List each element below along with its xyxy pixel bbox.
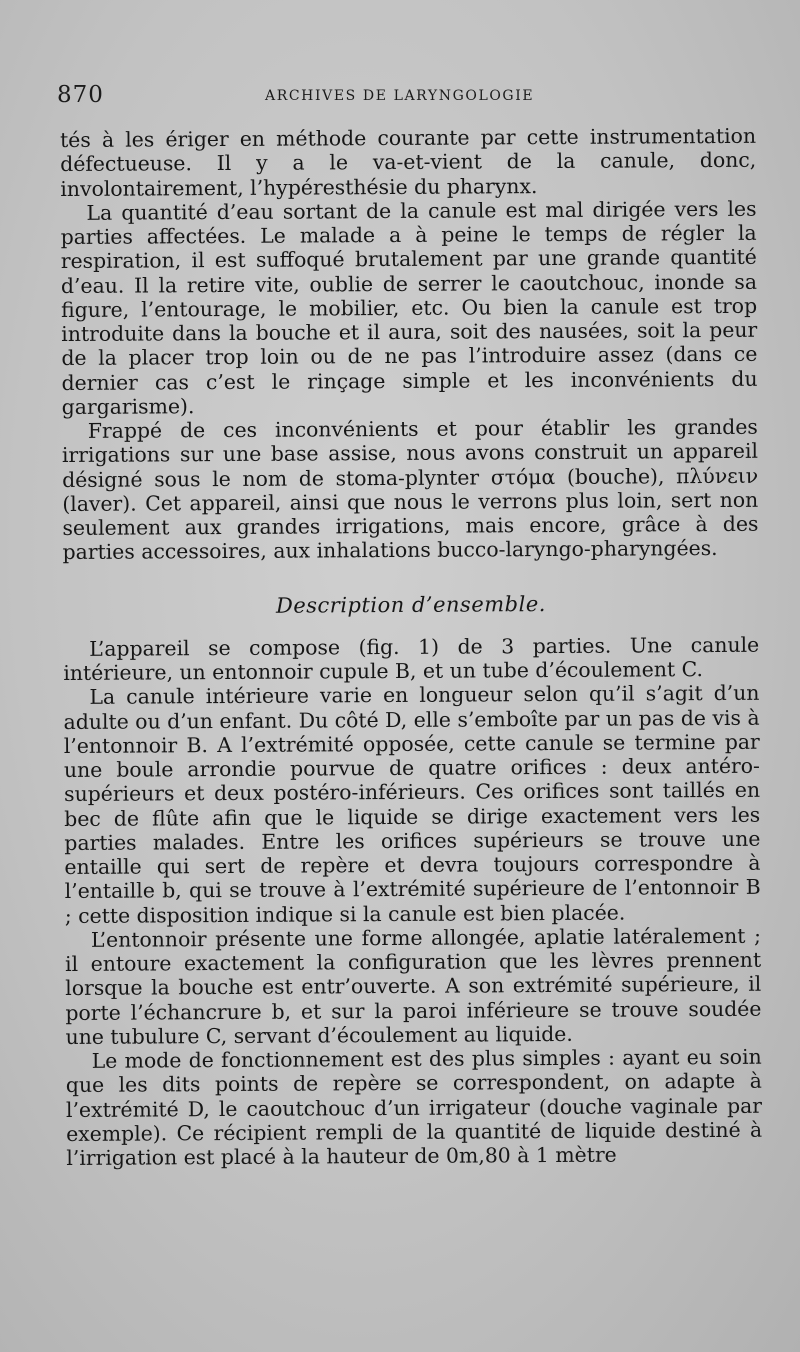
paragraph: La quantité d’eau sortant de la canule est mal dirigée vers les parties affectées. Le malade a à peine le temps de régler la respiration, il est suffoqué brutalement par une grande quantité d’eau. Il la retire vite, oublie de serrer le caoutchouc, inonde sa figure, l’entourage, le mobilier, etc. Ou bien la canule est trop introduite dans la bouche et il aura, soit des nausées, soit la peur de la placer trop loin ou de ne pas l’introduire assez (dans ce dernier cas c’est le rinçage simple et les inconvénients du gargarisme). [60,196,758,419]
paragraph: Frappé de ces inconvénients et pour établir les grandes irrigations sur une base assise, nous avons construit un appareil désigné sous le nom de stoma-plynter στόμα (bouche), πλύνειν (laver). Cet appareil, ainsi que nous le verrons plus loin, sert non seulement aux grandes irrigations, mais encore, grâce à des parties accessoires, aux inhalations bucco-laryngo-pharyngées. [61,414,759,565]
paragraph: L’entonnoir présente une forme allongée, aplatie latéralement ; il entoure exactement la configuration que les lèvres prennent lorsque la bouche est entr’ouverte. A son extrémité supérieure, il porte l’échancrure b, et sur la paroi inférieure se trouve soudée une tubulure C, servant d’écoulement au liquide. [65,923,762,1049]
running-title: ARCHIVES DE LARYNGOLOGIE [265,88,535,104]
body-text [60,124,762,1170]
page-number: 870 [57,82,104,108]
paragraph: La canule intérieure varie en longueur selon qu’il s’agit d’un adulte ou d’un enfant. Du côté D, elle s’emboîte par un pas de vis à l’entonnoir B. A l’extrémité opposée, cette canule se termine par une boule arrondie pourvue de quatre orifices : deux antéro-supérieurs et deux postéro-inférieurs. Ces orifices sont taillés en bec de flûte afin que le liquide se dirige exactement vers les parties malades. Entre les orifices supérieurs se trouve une entaille qui sert de repère et devra toujours correspondre à l’entaille b, qui se trouve à l’extrémité supérieure de l’entonnoir B ; cette disposition indique si la canule est bien placée. [63,680,761,928]
paragraph: L’appareil se compose (fig. 1) de 3 parties. Une canule intérieure, un entonnoir cupule B, et un tube d’écoulement C. [63,632,760,685]
paragraph: Le mode de fonctionnement est des plus simples : ayant eu soin que les dits points de repère se correspondent, on adapte à l’extrémité D, le caoutchouc d’un irrigateur (douche vaginale par exemple). Ce récipient rempli de la quantité de liquide destiné à l’irrigation est placé à la hauteur de 0m,80 à 1 mètre [65,1044,763,1170]
paragraph: tés à les ériger en méthode courante par cette instrumentation défectueuse. Il y a le va-et-vient de la canule, donc, involontairement, l’hypéresthésie du pharynx. [60,123,757,201]
page-header [57,82,757,112]
section-heading: Description d’ensemble. [275,591,546,618]
